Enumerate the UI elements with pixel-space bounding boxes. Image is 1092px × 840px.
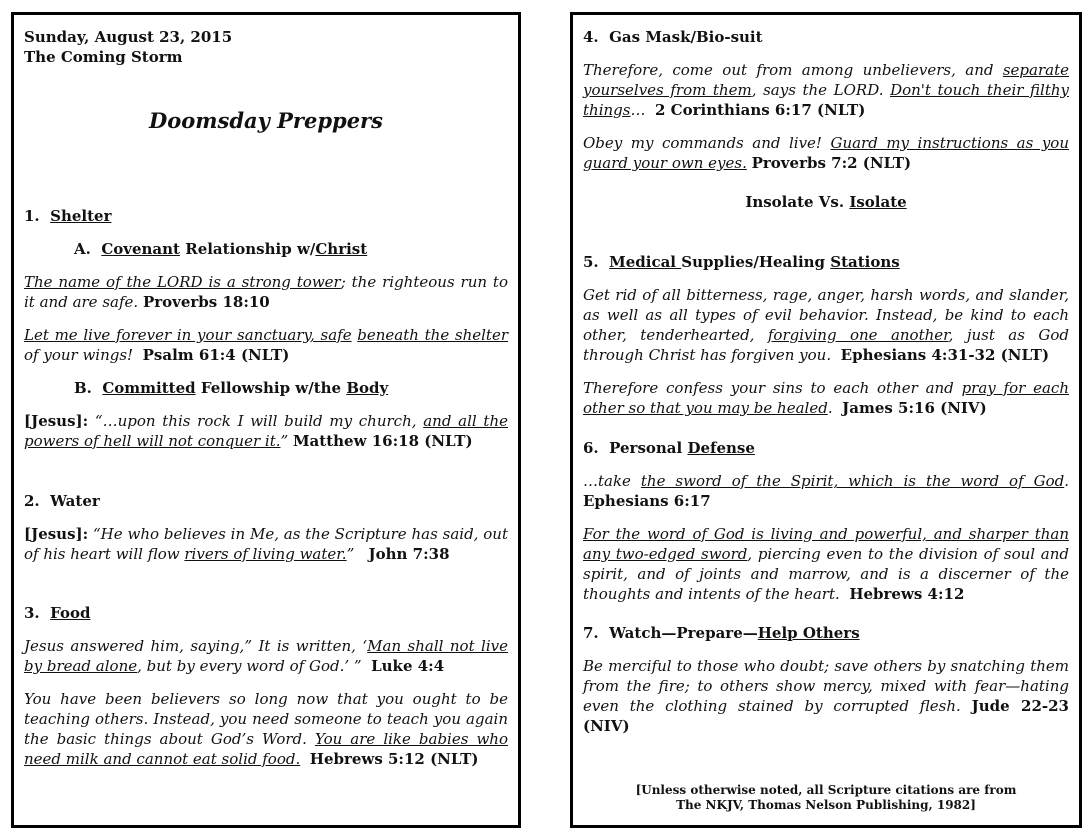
verse-luke-4-4: Jesus answered him, saying,” It is written, ‘Man shall not live by bread alone, but by every word of God.’ ” Luke 4:4	[24, 637, 509, 675]
section-3-heading: 3. Food	[24, 604, 91, 622]
verse-james-5-16: Therefore confess your sins to each other and pray for each other so that you may be healed. James 5:16 (NIV)	[583, 379, 1069, 417]
verse-ephesians-6-17: …take the sword of the Spirit, which is the word of God. Ephesians 6:17	[583, 472, 1069, 510]
section-4-heading: 4. Gas Mask/Bio-suit	[583, 28, 763, 46]
section-1b-heading: B. Committed Fellowship w/the Body	[74, 379, 389, 397]
verse-matthew-16-18: [Jesus]: “…upon this rock I will build my church, and all the powers of hell will not conquer it.” Matthew 16:18 (NLT)	[24, 412, 508, 450]
header-block	[24, 27, 508, 67]
sermon-series: The Coming Storm	[24, 48, 183, 66]
section-1-heading: 1. Shelter	[24, 207, 112, 225]
section-7-heading: 7. Watch—Prepare—Help Others	[583, 624, 860, 642]
verse-2-corinthians-6-17: Therefore, come out from among unbelievers, and separate yourselves from them, says the LORD. Don't touch their filthy things… 2 Corinthians 6:17 (NLT)	[583, 61, 1069, 119]
verse-proverbs-7-2: Obey my commands and live! Guard my instructions as you guard your own eyes. Proverbs 7:2 (NLT)	[583, 134, 1069, 172]
verse-john-7-38: [Jesus]: “He who believes in Me, as the Scripture has said, out of his heart will flow rivers of living water.” John 7:38	[24, 525, 508, 563]
verse-hebrews-5-12: You have been believers so long now that you ought to be teaching others. Instead, you need someone to teach you again the basic things about God’s Word. You are like babies who need milk and cannot eat solid food. Hebrews 5:12 (NLT)	[24, 690, 508, 768]
left-panel	[11, 12, 521, 828]
section-1a-heading: A. Covenant Relationship w/Christ	[74, 240, 368, 258]
insolate-vs-isolate: Insolate Vs. Isolate	[745, 193, 907, 211]
verse-hebrews-4-12: For the word of God is living and powerful, and sharper than any two-edged sword, piercing even to the division of soul and spirit, and of joints and marrow, and is a discerner of the thoughts and intents of the heart. Hebrews 4:12	[583, 525, 1069, 603]
section-6-heading: 6. Personal Defense	[583, 439, 755, 457]
verse-jude-22-23: Be merciful to those who doubt; save others by snatching them from the fire; to others show mercy, mixed with fear—hating even the clothing stained by corrupted flesh. Jude 22-23 (NIV)	[583, 657, 1069, 735]
verse-ephesians-4-31: Get rid of all bitterness, rage, anger, harsh words, and slander, as well as all types of evil behavior. Instead, be kind to each other, tenderhearted, forgiving one another, just as God through Christ has forgiven you. Ephesians 4:31-32 (NLT)	[583, 286, 1069, 364]
section-5-heading: 5. Medical Supplies/Healing Stations	[583, 253, 900, 271]
citation-note: [Unless otherwise noted, all Scripture citations are from The NKJV, Thomas Nelson Publishing, 1982]	[635, 783, 1017, 812]
page-title: Doomsday Preppers	[149, 108, 383, 133]
section-2-heading: 2. Water	[24, 492, 100, 510]
right-panel	[570, 12, 1082, 828]
verse-psalm-61-4: Let me live forever in your sanctuary, safe beneath the shelter of your wings! Psalm 61:4 (NLT)	[24, 326, 508, 364]
sermon-date: Sunday, August 23, 2015	[24, 28, 233, 46]
verse-proverbs-18-10: The name of the LORD is a strong tower; the righteous run to it and are safe. Proverbs 18:10	[24, 273, 508, 311]
